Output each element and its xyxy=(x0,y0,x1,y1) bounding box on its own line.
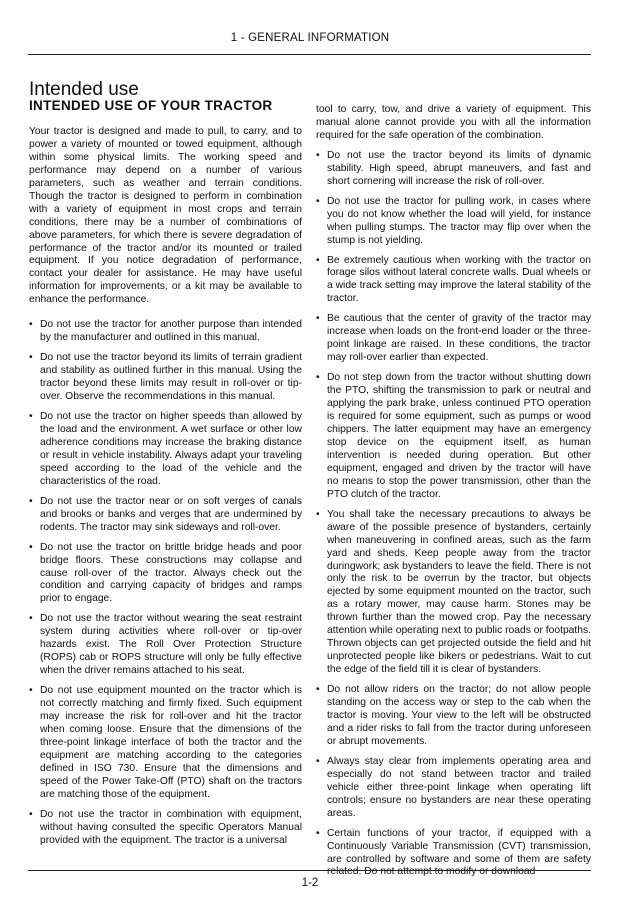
list-item: • Do not use the tractor without wearing the seat restraint system during activities where roll-over or tip-over hazards exist. The Roll Over Protection Structure (ROPS) cab or ROPS structure will only be fully effective when the driver remains attached to his seat. xyxy=(29,613,302,678)
list-item: • Certain functions of your tractor, if equipped with a Continuously Variable Transmission (CVT) transmission, are controlled by software and some of them are safety related. Do not attempt to modify or download xyxy=(316,828,591,880)
list-item: • Do not allow riders on the tractor; do not allow people standing on the access way or step to the cab when the tractor is moving. Your view to the left will be obstructed and a rider risks to fall from the tractor during unforeseen or abrupt movements. xyxy=(316,684,591,749)
list-item: • Do not use the tractor for another purpose than intended by the manufacturer and outlined in this manual. xyxy=(29,319,302,345)
header-rule xyxy=(28,54,591,55)
list-item: • You shall take the necessary precautions to always be aware of the possible presence of bystanders, certainly when maneuvering in confined areas, such as the farm yard and sheds. Keep people away from the tractor duringwork; ask bystanders to leave the field. There is not only the risk to be overrun by the tractor, but objects ejected by some equipment mounted on the tractor, such as a rotary mower, may cause harm. Stones may be thrown further than the mowed crop. Pay the necessary attention while operating next to public roads or footpaths. Thrown objects can get projected outside the field and hit unprotected people like bikers or pedestrians. Wait to cut the edge of the field till it is clear of bystanders. xyxy=(316,509,591,677)
left-bullet-list xyxy=(29,319,302,847)
list-item: • Do not use the tractor on brittle bridge heads and poor bridge floors. These constructions may collapse and cause roll-over of the tractor. Always check out the condition and carrying capacity of bridges and ramps prior to engage. xyxy=(29,542,302,607)
right-column xyxy=(316,104,591,886)
list-item: • Do not step down from the tractor without shutting down the PTO, shifting the transmission to park or neutral and applying the park brake, unless continued PTO operation is required for some equipment, such as pumps or wood chippers. The latter equipment may have an emergency stop device on the equipment itself, as human intervention is needed during operation. But other equipment, engaged and driven by the tractor will have no means to stop the power transmission, other than the PTO clutch of the tractor. xyxy=(316,372,591,502)
left-column xyxy=(29,100,302,855)
list-item: • Do not use the tractor for pulling work, in cases where you do not know whether the load will yield, for instance when pulling stumps. The tractor may flip over when the stump is not yielding. xyxy=(316,196,591,248)
list-item: • Be extremely cautious when working with the tractor on forage silos without lateral concrete walls. Dual wheels or a wide track setting may improve the lateral stability of the tractor. xyxy=(316,255,591,307)
page-number: 1-2 xyxy=(301,877,319,889)
footer-rule xyxy=(28,870,591,871)
list-item: • Do not use the tractor near or on soft verges of canals and brooks or banks and verges that are undermined by rodents. The tractor may sink sideways and roll-over. xyxy=(29,496,302,535)
list-item: • Do not use the tractor beyond its limits of terrain gradient and stability as outlined further in this manual. Using the tractor beyond these limits may result in roll-over or tip-over. Observe the recommendations in this manual. xyxy=(29,352,302,404)
list-item: • Always stay clear from implements operating area and especially do not stand between tractor and trailed vehicle either three-point linkage when operating lift controls; ensure no bystanders are near these operating areas. xyxy=(316,756,591,821)
subsection-title: INTENDED USE OF YOUR TRACTOR xyxy=(29,98,273,113)
list-item: • Be cautious that the center of gravity of the tractor may increase when loads on the front-end loader or the three-point linkage are raised. In these conditions, the tractor may roll-over earlier than expected. xyxy=(316,313,591,365)
section-title: Intended use xyxy=(29,78,139,100)
list-item: • Do not use equipment mounted on the tractor which is not correctly matching and firmly fixed. Such equipment may increase the risk for roll-over and hit the tractor when coming loose. Ensure that the dimensions of the three-point linkage interface of both the tractor and the equipment are matching according to the categories defined in ISO 730. Ensure that the dimensions and speed of the Power Take-Off (PTO) shaft on the tractors are matching those of the equipment. xyxy=(29,685,302,802)
list-item: • Do not use the tractor on higher speeds than allowed by the load and the environment. A wet surface or other low adherence conditions may increase the braking distance or result in vehicle instability. Always adapt your traveling speed according to the load of the vehicle and the characteristics of the road. xyxy=(29,411,302,489)
list-item: • Do not use the tractor in combination with equipment, without having consulted the specific Operators Manual provided with the equipment. The tractor is a universal xyxy=(29,809,302,848)
continuation-paragraph: tool to carry, tow, and drive a variety of equipment. This manual alone cannot provide you with all the information required for the safe operation of the combination. xyxy=(316,104,591,141)
intro-paragraph: Your tractor is designed and made to pull, to carry, and to power a variety of mounted or towed equipment, although within some physical limits. The working speed and performance may depend on a number of various parameters, such as weather and terrain conditions. Though the tractor is designed to perform in combination with a variety of equipment in most crops and terrain conditions, there may be a number of combinations of above parameters, for which there is severe degradation of performance of the tractor and/or its mounted or trailed equipment. If you notice degradation of performance, contact your dealer for assistance. He may have useful information for improvements, or a kit may be available to enhance the performance. xyxy=(29,125,302,306)
chapter-header: 1 - GENERAL INFORMATION xyxy=(230,32,390,44)
right-bullet-list xyxy=(316,150,591,880)
list-item: • Do not use the tractor beyond its limits of dynamic stability. High speed, abrupt maneuvers, and fast and short cornering will increase the risk of roll-over. xyxy=(316,150,591,189)
